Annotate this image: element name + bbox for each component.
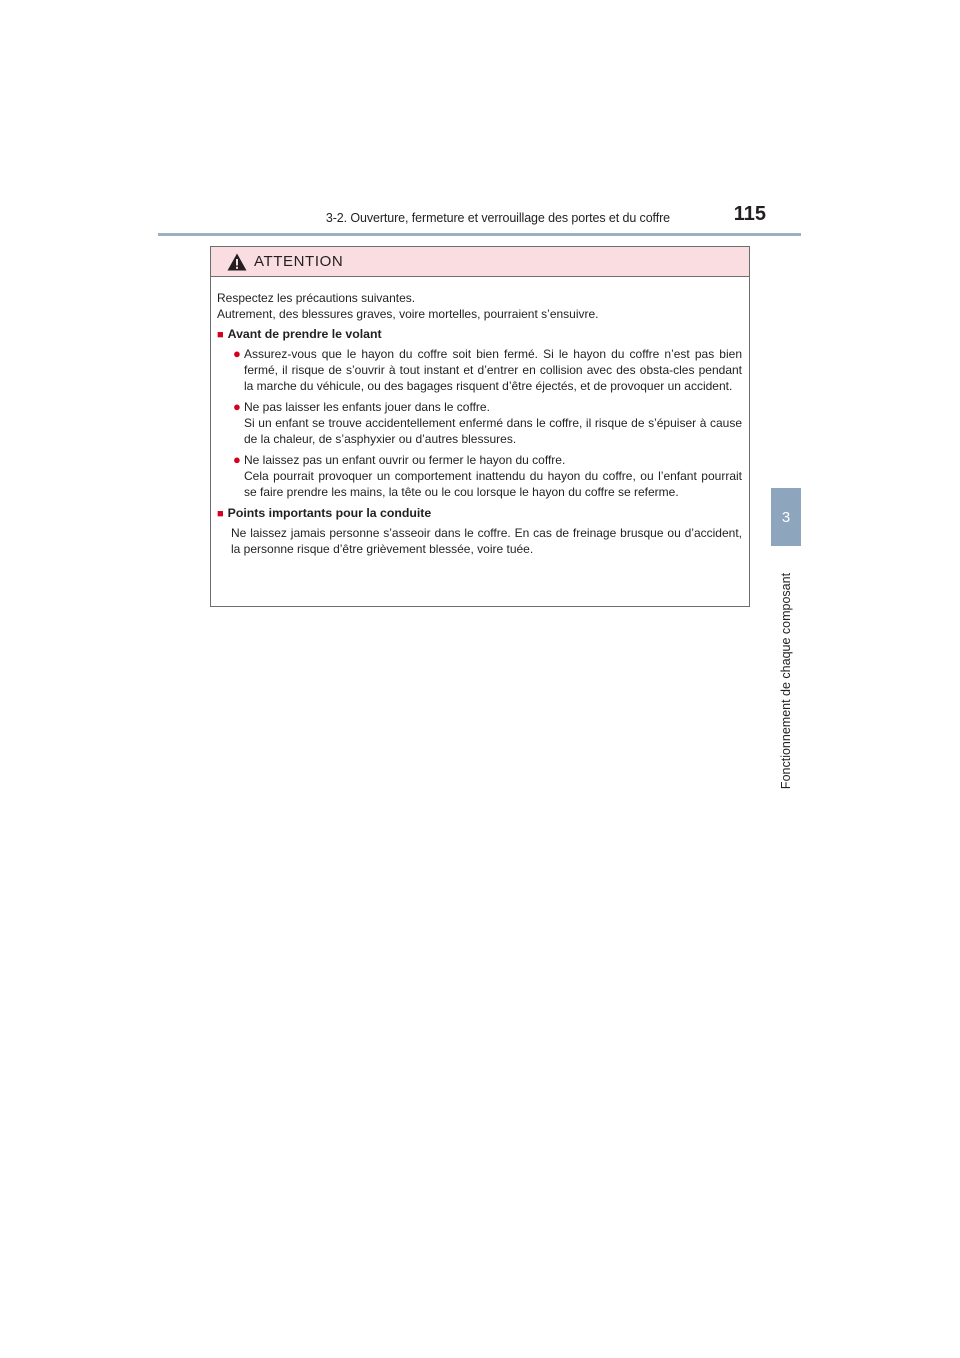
- chapter-tab-number: 3: [771, 488, 801, 546]
- bullet-text: Ne laissez pas un enfant ouvrir ou fermer le hayon du coffre.: [244, 453, 566, 467]
- bullet-text: Cela pourrait provoquer un comportement inattendu du hayon du coffre, ou l’enfant pourrait se faire prendre les mains, la tête ou le cou lorsque le hayon du coffre se referme.: [244, 469, 742, 499]
- section-heading-text: Avant de prendre le volant: [227, 327, 382, 341]
- bullet-text: Assurez-vous que le hayon du coffre soit bien fermé. Si le hayon du coffre n’est pas bien fermé, il risque de s’ouvrir à tout instant et d’entrer en collision avec des obsta-cles pendant la marche du véhicule, ou des bagages risquent d’être éjectés, et de provoquer un accident.: [244, 347, 742, 393]
- list-item: [233, 346, 742, 394]
- page-number: 115: [733, 203, 766, 225]
- section-heading: [217, 326, 742, 343]
- red-bullet-icon: ●: [233, 452, 241, 467]
- section-heading: [217, 505, 742, 522]
- list-item: [233, 452, 742, 500]
- caution-intro-line: Autrement, des blessures graves, voire mortelles, pourraient s’ensuivre.: [217, 307, 599, 321]
- chapter-side-title: [771, 556, 801, 806]
- red-bullet-icon: ●: [233, 399, 241, 414]
- caution-header: [211, 247, 749, 277]
- list-item: [233, 399, 742, 447]
- chapter-side-title-text: Fonctionnement de chaque composant: [779, 572, 793, 790]
- bullet-text: Ne pas laisser les enfants jouer dans le coffre.: [244, 400, 490, 414]
- caution-label: ATTENTION: [254, 253, 344, 270]
- red-square-icon: ■: [217, 508, 224, 520]
- caution-body: [211, 277, 749, 557]
- section-heading-text: Points importants pour la conduite: [227, 506, 432, 520]
- warning-triangle-icon: [227, 253, 247, 271]
- section-text: Ne laissez jamais personne s’asseoir dans le coffre. En cas de freinage brusque ou d’accident, la personne risque d’être grièvement blessée, voire tuée.: [231, 526, 742, 556]
- caution-box: [210, 246, 750, 607]
- header-rule: [158, 233, 801, 236]
- caution-intro-line: Respectez les précautions suivantes.: [217, 291, 416, 305]
- header-title: 3-2. Ouverture, fermeture et verrouillage des portes et du coffre: [325, 211, 670, 225]
- bullet-text: Si un enfant se trouve accidentellement enfermé dans le coffre, il risque de s’épuiser à cause de la chaleur, de s’asphyxier ou d’autres blessures.: [244, 416, 742, 446]
- red-square-icon: ■: [217, 329, 224, 341]
- red-bullet-icon: ●: [233, 346, 241, 361]
